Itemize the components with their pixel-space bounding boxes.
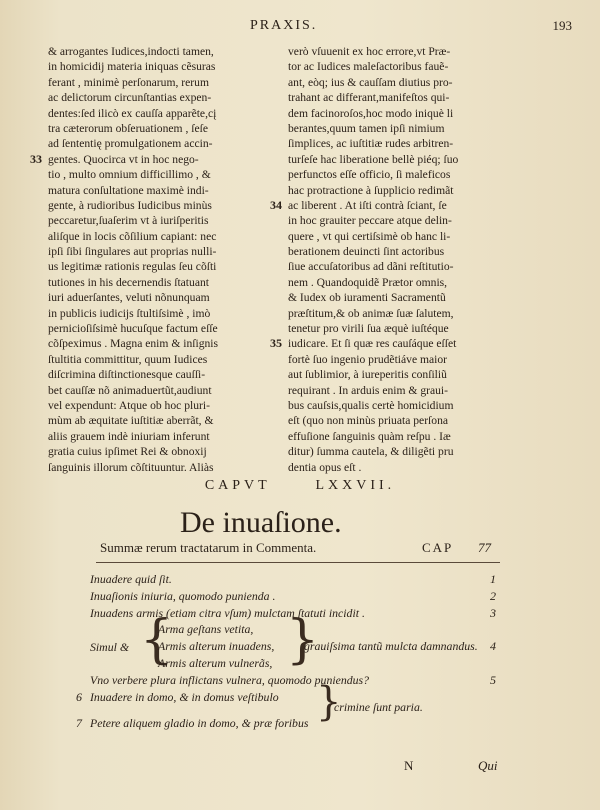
running-head xyxy=(0,18,600,38)
summary-entry: Vno verbere plura inflictans vulnera, quomodo puniendus? xyxy=(90,673,370,687)
text-line: ſanguinis illorum cõſtituuntur. Aliàs xyxy=(48,460,214,474)
divider-rule xyxy=(96,562,500,563)
text-line: fortè ſuo ingenio prudẽtiáve maior xyxy=(288,352,448,366)
text-line: præſtitum,& ob animæ ſuæ ſalutem, xyxy=(288,306,454,320)
text-line: berantes,quum tamen ipſi nimium xyxy=(288,121,445,135)
entry-number: 4 xyxy=(490,639,496,653)
text-line: peccaretur,ſuaſerim vt à iuriſperitis xyxy=(48,214,209,228)
summary-entry: Armis alterum vulnerãs, xyxy=(158,656,273,670)
text-line: nem . Quandoquidẽ Prætor omnis, xyxy=(288,275,448,289)
text-line: dem facinoroſos,hoc modo iniquè li xyxy=(288,106,454,120)
text-line: vel expendunt: Atque ob hoc pluri- xyxy=(48,398,210,412)
text-line: dentia opus eſt . xyxy=(288,460,362,474)
text-line: tio , multo omnium difficillimo , & xyxy=(48,168,211,182)
signature-mark: N xyxy=(404,758,414,773)
text-line: ſtultitia committitur, quum Iudices xyxy=(48,352,208,366)
text-line: bus cauſsis,qualis certè homicidium xyxy=(288,398,454,412)
text-line: ditur) ſumma cautela, & diligẽti pru xyxy=(288,445,454,459)
entry-number: 7 xyxy=(76,716,82,730)
chapter-heading xyxy=(0,478,600,494)
right-brace-icon: } xyxy=(316,679,342,725)
right-brace-icon: } xyxy=(286,610,320,670)
summary-entry: Inuadens armis (etiam citra vſum) mulctam ſtatuti incidit . xyxy=(90,606,365,620)
text-line: gratia cuius ipſimet Rei & obnoxij xyxy=(48,445,207,459)
summary-cap-number: 77 xyxy=(478,540,491,555)
text-line: & Iudex ob iuramenti Sacramentũ xyxy=(288,291,446,305)
summary-entry: Inuadere quid ſit. xyxy=(90,572,172,586)
summary-entry: Arma geſtans vetita, xyxy=(158,622,254,636)
folio-number: 193 xyxy=(552,18,572,33)
text-line: aliis grauem indè iniuriam inferunt xyxy=(48,429,210,443)
text-line: in publicis iudicijs ſtultiſsimè , imò xyxy=(48,306,211,320)
text-line: tra cæterorum obſeruationem , ſeſe xyxy=(48,121,208,135)
margin-number: 33 xyxy=(30,152,42,166)
text-line: in homicidij materia iniquas cẽsuras xyxy=(48,60,216,74)
text-line: in hoc grauiter peccare atque delin- xyxy=(288,214,452,228)
text-line: ant, eòq; ius & cauſſam diutius pro- xyxy=(288,75,453,89)
entry-number: 5 xyxy=(490,673,496,687)
summary-entry: Petere aliquem gladio in domo, & præ foribus xyxy=(90,716,309,730)
text-line: dentes:ſed ilicò ex cauſſa apparẽte,cį xyxy=(48,106,217,120)
text-line: & arrogantes Iudices,indocti tamen, xyxy=(48,45,214,58)
text-line: quere , vt qui certiſsimè ob hanc li- xyxy=(288,229,451,243)
left-brace-icon: { xyxy=(140,610,174,670)
entry-number: 2 xyxy=(490,589,496,603)
chapter-title: De inuaſione. xyxy=(180,506,342,539)
text-line: effuſione ſanguinis quàm reſpu . Iæ xyxy=(288,429,451,443)
margin-number: 35 xyxy=(270,336,282,350)
chapter-number: LXXVII. xyxy=(315,478,396,493)
catchword: Qui xyxy=(478,758,498,773)
summary-heading xyxy=(100,540,520,560)
entry-number: 1 xyxy=(490,572,496,586)
left-column xyxy=(48,44,276,475)
entry-number: 3 xyxy=(490,606,496,620)
text-line: gentes. Quocirca vt in hoc nego- xyxy=(48,152,199,166)
text-line: perfunctos eſſe officio, ſi maleficos xyxy=(288,168,451,182)
text-line: matura conſultatione maximè indi- xyxy=(48,183,209,197)
summary-label: Summæ rerum tractatarum in Commenta. xyxy=(100,540,317,555)
text-line: us legitimæ rationis regulas ſeu cõſti xyxy=(48,260,217,274)
chapter-label: CAPVT xyxy=(204,478,271,493)
right-column xyxy=(288,44,514,475)
text-line: ſiue accuſatoribus ad dãni reſtitutio- xyxy=(288,260,454,274)
summary-entry: Inuadere in domo, & in domus veſtibulo xyxy=(90,690,279,704)
running-title: PRAXIS. xyxy=(250,18,318,33)
text-line: ſimplices, ac iuſtitiæ rudes arbitren- xyxy=(288,137,454,151)
text-line: iudicare. Et ſi quæ res cauſáque eſſet xyxy=(288,337,457,351)
text-line: gente, à rudioribus Iudicibus minùs xyxy=(48,198,212,212)
text-line: tenetur pro virili ſua æquè iuſtéque xyxy=(288,322,449,336)
text-line: tor ac Iudices maleſactoribus fauẽ- xyxy=(288,60,449,74)
margin-number: 34 xyxy=(270,198,282,212)
summary-entry: crimine ſunt paria. xyxy=(334,700,423,714)
text-line: bet cauſſæ nõ animaduertũt,audiunt xyxy=(48,383,212,397)
text-line: hac protractione à ſupplicio redimãt xyxy=(288,183,454,197)
summary-entry: Armis alterum inuadens, xyxy=(158,639,275,653)
text-line: verò vſuuenit ex hoc errore,vt Præ- xyxy=(288,45,451,58)
summary-entry: Simul & xyxy=(90,640,129,654)
text-line: ipſi ſibi ſingulares aut proprias nulli- xyxy=(48,245,217,259)
text-line: pernicioſiſsimè hucuſque factum eſſe xyxy=(48,322,218,336)
text-line: requirant . In arduis enim & graui- xyxy=(288,383,449,397)
text-line: ferant , minimè perſonarum, rerum xyxy=(48,75,209,89)
text-line: aliſque in locis cõſilium capiant: nec xyxy=(48,229,217,243)
text-line: cõſpeximus . Magna enim & inſignis xyxy=(48,337,219,351)
text-line: tutiones in his decernendis ſtatuant xyxy=(48,275,209,289)
text-line: aut ſublimior, à iureperitis conſiliũ xyxy=(288,368,447,382)
text-line: ad ſententię promulgationem accin- xyxy=(48,137,213,151)
text-line: diſcrimina diſtinctionesque cauſſi- xyxy=(48,368,206,382)
text-line: ac delictorum circunſtantias expen- xyxy=(48,91,212,105)
summary-entry: Inuaſionis iniuria, quomodo punienda . xyxy=(90,589,276,603)
text-line: iuri aduerſantes, veluti nõnunquam xyxy=(48,291,210,305)
text-line: berationem deuincti ſint actoribus xyxy=(288,245,445,259)
summary-entry: grauiſsima tantũ mulcta damnandus. xyxy=(304,639,478,653)
text-line: trahant ac differant,manifeſtos qui- xyxy=(288,91,450,105)
text-line: mùm ab æquitate iuſtitiæ aberrãt, & xyxy=(48,414,214,428)
summary-cap-label: CAP xyxy=(422,540,454,555)
text-line: turſeſe hac liberatione bellè piéq; ſuo xyxy=(288,152,459,166)
entry-number: 6 xyxy=(76,690,82,704)
text-line: ac liberent . At iſti contrà ſciant, ſe xyxy=(288,198,447,212)
text-line: eſt (quo non minùs priuata perſona xyxy=(288,414,449,428)
